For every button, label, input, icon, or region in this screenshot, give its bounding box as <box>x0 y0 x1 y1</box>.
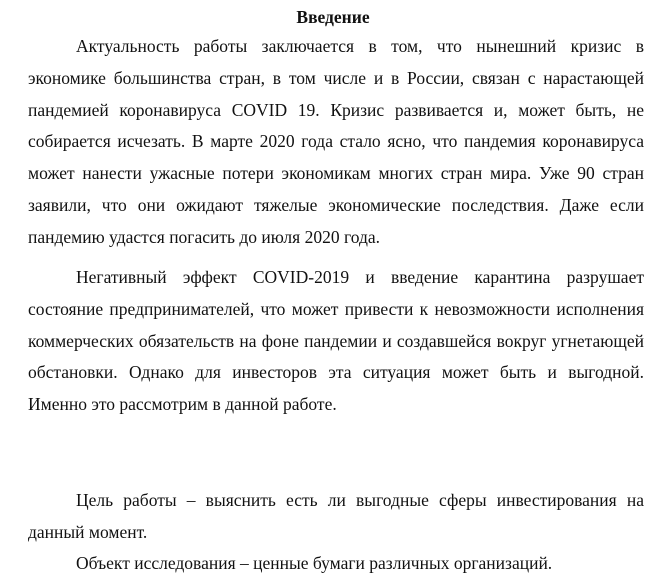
paragraph-object: Объект исследования – ценные бумаги различных организаций. <box>76 553 553 573</box>
paragraph-relevance: Актуальность работы заключается в том, что нынешний кризис в экономике большинства стран, в том числе и в России, связан с нарастающей пандемией коронавируса COVID 19. Кризис развивается и, может быть, не собирается исчезать. В марте 2020 года стало ясно, что пандемия коронавируса может нанести ужасные потери экономикам многих стран мира. Уже 90 стран заявили, что они ожидают тяжелые экономические последствия. Даже если пандемию удастся погасить до июля 2020 года. <box>28 36 644 247</box>
paragraph-negative-effect: Негативный эффект COVID-2019 и введение карантина разрушает состояние предпринимателей, что может привести к невозможности исполнения коммерческих обязательств на фоне пандемии и создавшейся вокруг угнетающей обстановки. Однако для инвесторов эта ситуация может быть и выгодной. Именно это рассмотрим в данной работе. <box>28 267 644 415</box>
section-heading: Введение <box>296 7 370 27</box>
paragraph-goal: Цель работы – выяснить есть ли выгодные сферы инвестирования на данный момент. <box>28 490 644 542</box>
